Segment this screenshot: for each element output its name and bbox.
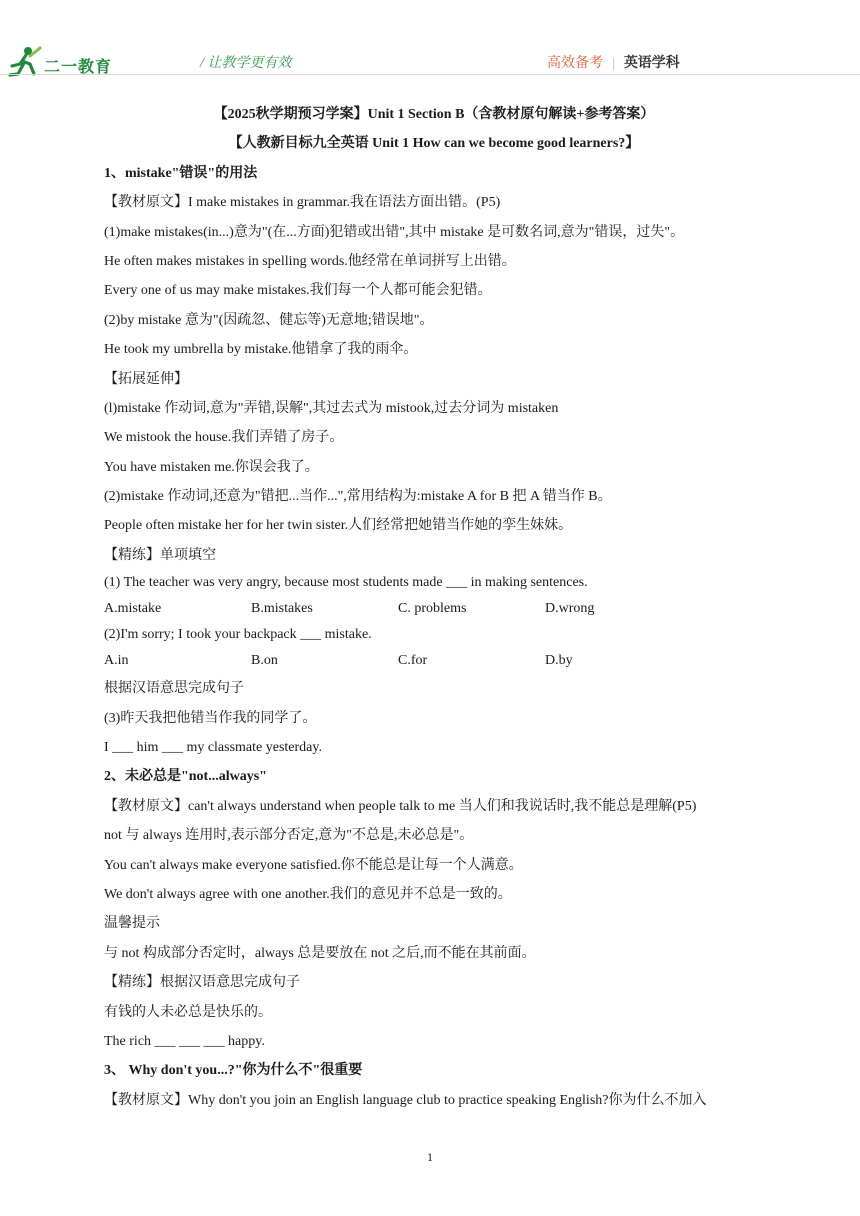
text-line: He often makes mistakes in spelling words.他经常在单词拼写上出错。 (104, 253, 516, 269)
text-line: We mistook the house.我们弄错了房子。 (104, 430, 344, 446)
option-c: C.for (398, 653, 428, 669)
doc-title: 【2025秋学期预习学案】Unit 1 Section B（含教材原句解读+参考答案） (213, 107, 655, 122)
logo-text: 二一教育 (44, 57, 113, 76)
text-line: 【教材原文】can't always understand when people talk to me 当人们和我说话时,我不能总是理解(P5) (104, 798, 697, 814)
header-separator: | (612, 56, 615, 71)
text-line: not 与 always 连用时,表示部分否定,意为"不总是,未必总是"。 (104, 828, 474, 844)
section-heading: 2、未必总是"not...always" (104, 769, 267, 785)
header-tag-exam: 高效备考 (547, 56, 603, 71)
section-heading: 1、mistake"错误"的用法 (104, 165, 258, 181)
header-slogan: / 让教学更有效 (200, 56, 292, 71)
option-a: A.mistake (104, 601, 162, 617)
text-line: 温馨提示 (104, 916, 160, 932)
text-line: People often mistake her for her twin sister.人们经常把她错当作她的孪生妹妹。 (104, 518, 573, 534)
doc-title: 【人教新目标九全英语 Unit 1 How can we become good learners?】 (228, 136, 640, 152)
option-a: A.in (104, 653, 129, 669)
text-line: (2)I'm sorry; I took your backpack ___ mistake. (104, 627, 372, 643)
text-line: (1) The teacher was very angry, because most students made ___ in making sentences. (104, 575, 588, 591)
header-tag-subject: 英语学科 (623, 56, 680, 71)
text-line: (2)by mistake 意为"(因疏忽、健忘等)无意地;错误地"。 (104, 312, 434, 328)
option-c: C. problems (398, 601, 467, 617)
page-number: 1 (427, 1150, 433, 1164)
text-line: Every one of us may make mistakes.我们每一个人都可能会犯错。 (104, 283, 492, 299)
answer-options (104, 648, 764, 674)
text-line: (l)mistake 作动词,意为"弄错,误解",其过去式为 mistook,过去分词为 mistaken (104, 400, 559, 416)
text-line: We don't always agree with one another.我们的意见并不总是一致的。 (104, 886, 512, 902)
runner-logo-icon (6, 44, 46, 78)
text-line: He took my umbrella by mistake.他错拿了我的雨伞。 (104, 342, 418, 358)
text-line: 有钱的人未必总是快乐的。 (104, 1004, 272, 1020)
text-line: 【教材原文】Why don't you join an English language club to practice speaking English?你为什么不加入 (104, 1092, 707, 1108)
text-line: 与 not 构成部分否定时，always 总是要放在 not 之后,而不能在其前面。 (104, 945, 536, 961)
text-line: I ___ him ___ my classmate yesterday. (104, 740, 322, 756)
header-right (547, 52, 680, 72)
text-line: 【精练】根据汉语意思完成句子 (104, 975, 300, 991)
option-d: D.by (545, 653, 573, 669)
document-body (104, 100, 764, 1115)
text-line: 根据汉语意思完成句子 (104, 681, 244, 697)
text-line: 【拓展延伸】 (104, 371, 188, 387)
text-line: You have mistaken me.你误会我了。 (104, 459, 319, 475)
text-line: 【精练】单项填空 (104, 547, 216, 563)
option-b: B.mistakes (251, 601, 313, 617)
text-line: You can't always make everyone satisfied.你不能总是让每一个人满意。 (104, 857, 523, 873)
option-b: B.on (251, 653, 278, 669)
header-divider (0, 74, 860, 75)
text-line: 【教材原文】I make mistakes in grammar.我在语法方面出错。(P5) (104, 195, 501, 211)
section-heading: 3、 Why don't you...?"你为什么不"很重要 (104, 1063, 363, 1079)
text-line: The rich ___ ___ ___ happy. (104, 1033, 265, 1049)
answer-options (104, 596, 764, 622)
text-line: (2)mistake 作动词,还意为"错把...当作...",常用结构为:mistake A for B 把 A 错当作 B。 (104, 489, 612, 505)
option-d: D.wrong (545, 601, 595, 617)
text-line: (1)make mistakes(in...)意为"(在...方面)犯错或出错",其中 mistake 是可数名词,意为"错误，过失"。 (104, 224, 685, 240)
page-header (0, 0, 860, 80)
text-line: (3)昨天我把他错当作我的同学了。 (104, 710, 317, 726)
